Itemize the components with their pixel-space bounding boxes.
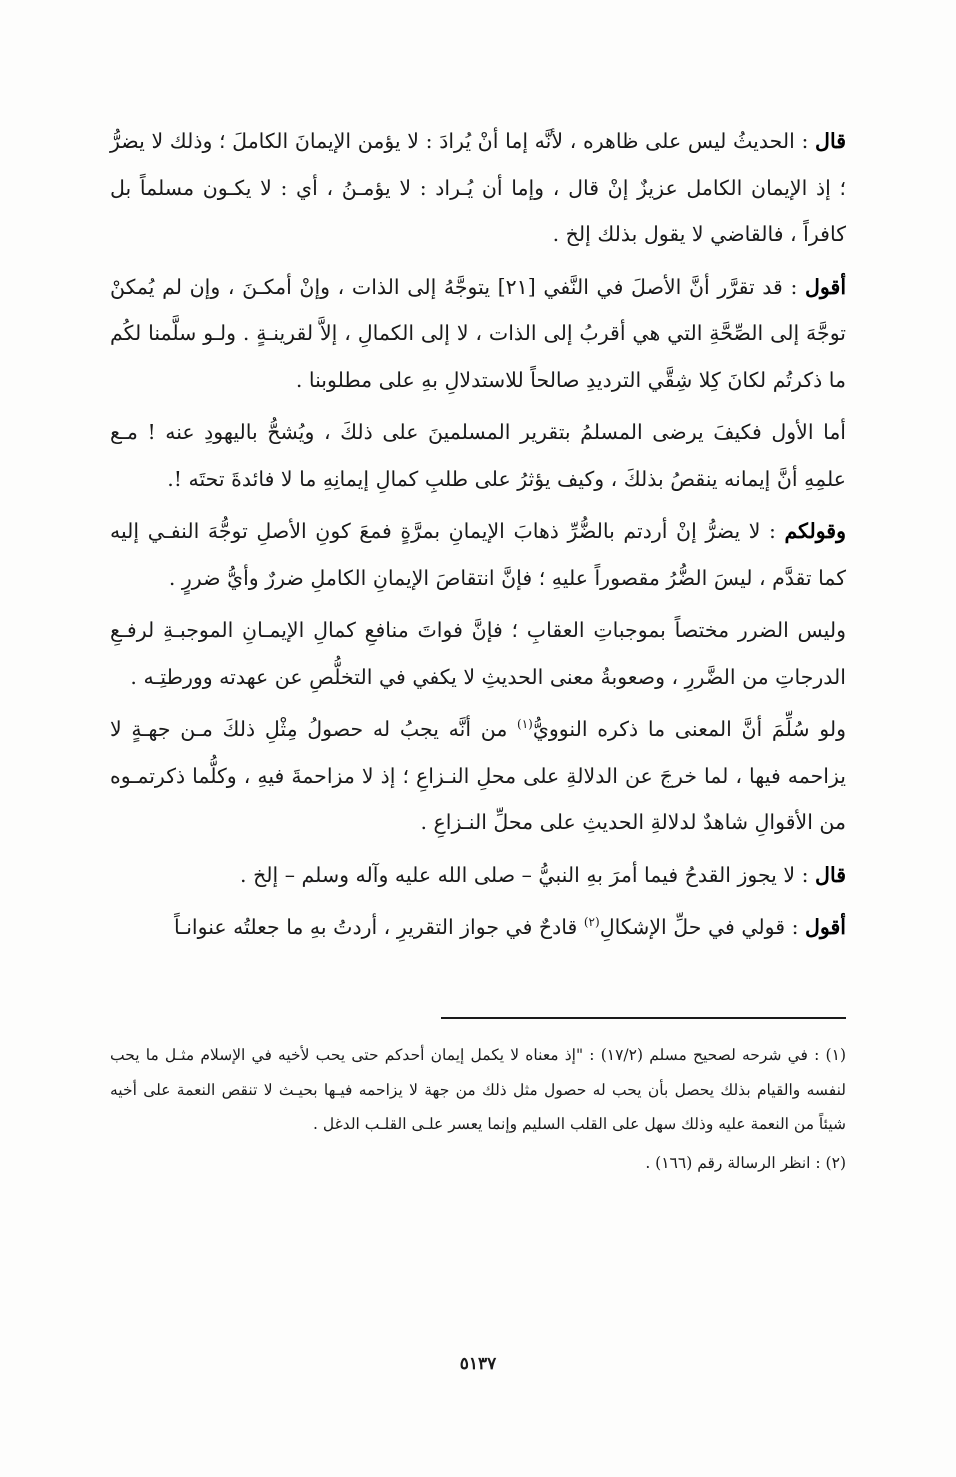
paragraph-text: أما الأول فكيفَ يرضى المسلمُ بتقرير المسلمينَ على ذلكَ ، ويُشحُّ باليهودِ عنه ! مـع علمِهِ أنَّ إيمانه ينقصُ بذلكَ ، وكيف يؤثرُ على طلبِ كمالِ إيمانِهِ ما لا فائدةَ تحتَه !. bbox=[110, 420, 846, 491]
speaker-label: قال bbox=[815, 862, 846, 887]
paragraph-text-cont: من أنَّه يجبُ له حصولُ مِثْلِ ذلكَ مـن جهـةٍ لا يزاحمه فيها ، لما خرجَ عن الدلالةِ على محلِ النـزاعِ ؛ إذ لا مزاحمةَ فيهِ ، وكلُّما ذكرتمـوه من الأقوالِ شاهدٌ لدلالةِ الحديثِ على محلِّ النـزاعِ . bbox=[110, 717, 846, 834]
paragraph-text: : الحديثُ ليس على ظاهره ، لأنَّه إما أنْ يُرادَ : لا يؤمن الإيمانَ الكاملَ ؛ وذلك لا يضرُّ ؛ إذ الإيمان الكامل عزيزٌ إنْ قال ، وإما أن يُـراد : لا يؤمـنُ ، أي : لا يكـون مسلماً بل كافراً ، فالقاضي لا يقول بذلك إلخ . bbox=[110, 129, 846, 246]
paragraph-6 bbox=[110, 706, 846, 846]
paragraph-text-cont: قادحٌ في جواز التقريرِ ، أردتُ بهِ ما جعلتُه عنوانـاً bbox=[173, 915, 584, 939]
paragraph-1 bbox=[110, 118, 846, 258]
speaker-label: قال bbox=[815, 129, 846, 153]
footnotes bbox=[110, 1038, 846, 1184]
main-text bbox=[110, 118, 846, 957]
footnote-1 bbox=[110, 1038, 846, 1142]
speaker-label: أقول bbox=[805, 915, 846, 939]
paragraph-2 bbox=[110, 264, 846, 404]
footnote-text: : انظر الرسالة رقم (١٦٦) . bbox=[645, 1153, 826, 1172]
footnote-divider bbox=[441, 1017, 846, 1019]
footnote-ref-2[interactable]: (٢) bbox=[583, 915, 600, 930]
footnote-number: (٢) bbox=[825, 1153, 846, 1172]
speaker-label: وقولكم bbox=[784, 519, 846, 543]
footnote-number: (١) bbox=[825, 1046, 846, 1064]
paragraph-text: : لا يجوز القدحُ فيما أمرَ بهِ النبيُّ – صلى الله عليه وآله وسلم – إلخ . bbox=[240, 862, 816, 887]
paragraph-text: ولو سُلِّمَ أنَّ المعنى ما ذكره النوويُّ bbox=[532, 717, 846, 741]
paragraph-text: : قد تقرَّر أنَّ الأصلَ في النَّفي [٢١] يتوجَّهُ إلى الذات ، وإنْ أمكـنَ ، وإن لم يُمكنْ توجَّهَ إلى الصِّحَّةِ التي هي أقربُ إلى الذات ، لا إلى الكمالِ ، إلاَّ لقرينـةٍ . ولـو سلَّمنا لكُم ما ذكرتُم لكانَ كِلا شِقَّي الترديدِ صالحاً للاستدلالِ بهِ على مطلوبنا . bbox=[110, 274, 846, 392]
paragraph-4 bbox=[110, 508, 846, 601]
speaker-label: أقول bbox=[805, 274, 847, 299]
footnote-text: : في شرحه لصحيح مسلم (١٧/٢) : "إذ معناه لا يكمل إيمان أحدكم حتى يحب لأخيه في الإسلام مثـل ما يحب لنفسه والقيام بذلك يحصل بأن يحب له حصول مثل ذلك من جهة لا يزاحمه فيـها بحيـث لا تنقص النعمة على أخيه شيئاً من النعمة عليه وذلك سهل على القلب السليم وإنما يعسر علـى القلـب الدغل . bbox=[110, 1046, 846, 1133]
paragraph-3 bbox=[110, 409, 846, 502]
paragraph-5 bbox=[110, 607, 846, 700]
footnote-ref-1[interactable]: (١) bbox=[517, 717, 533, 732]
paragraph-text: : لا يضرُّ إنْ أردتم بالضُّرِّ ذهابَ الإيمانِ بمرَّةٍ فمعَ كونِ الأصلِ توجُّهَ النفـي إليه كما تقدَّم ، ليسَ الضُّرُ مقصوراً عليهِ ؛ فإنَّ انتقاصَ الإيمانِ الكاملِ ضررٌ وأيُّ ضررٍ . bbox=[110, 519, 846, 590]
paragraph-7 bbox=[110, 852, 846, 899]
paragraph-text: وليس الضرر مختصاً بموجباتِ العقابِ ؛ فإنَّ فواتَ منافعِ كمالِ الإيمـانِ الموجبـةِ لرفـعِ الدرجاتِ من الضَّررِ ، وصعوبةُ معنى الحديثِ لا يكفي في التخلُّصِ عن عهدته وورطتِـه . bbox=[110, 618, 846, 689]
paragraph-text: : قولي في حلِّ الإشكالِ bbox=[599, 915, 806, 939]
page-number: ٥١٣٧ bbox=[459, 1354, 497, 1374]
footnote-2 bbox=[110, 1146, 846, 1181]
paragraph-8 bbox=[110, 904, 846, 951]
